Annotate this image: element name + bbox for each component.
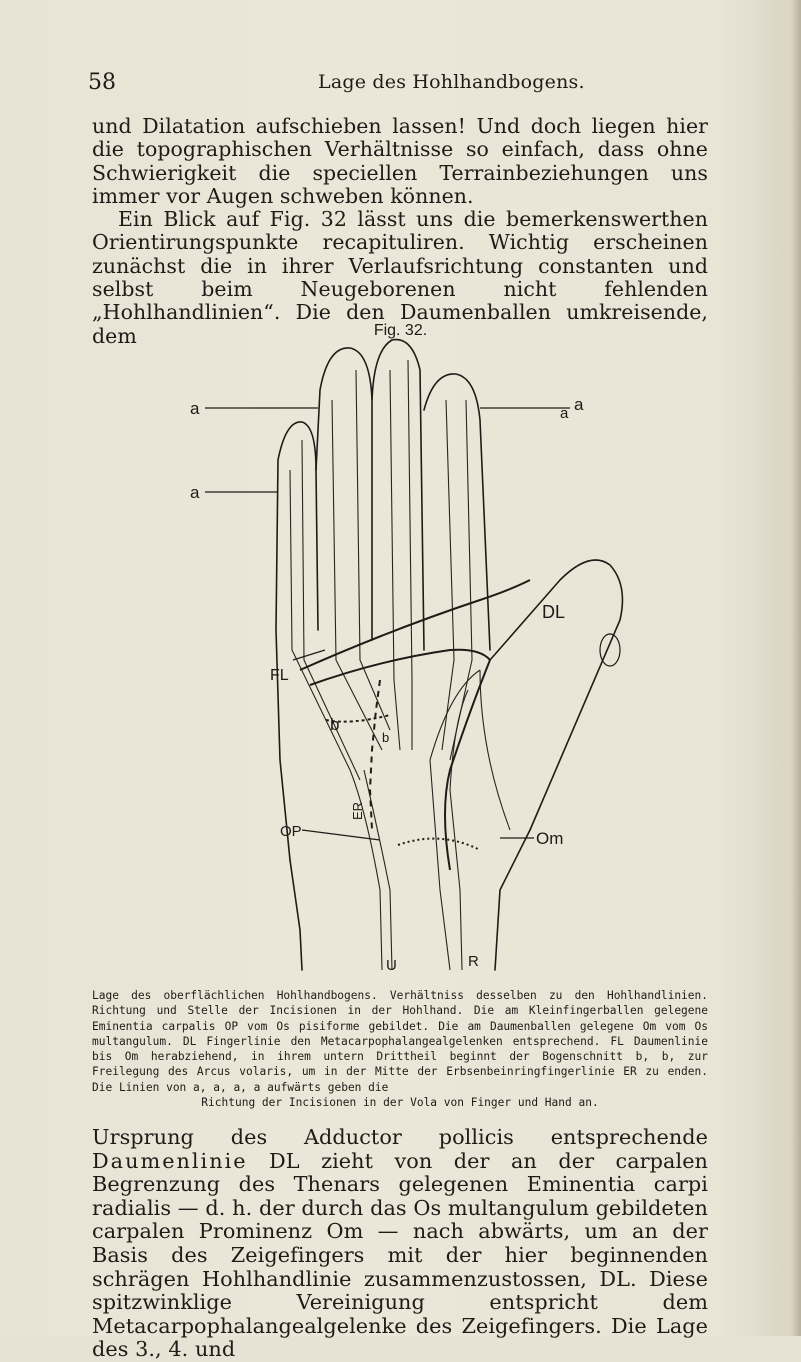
body-paragraph <box>92 1126 708 1362</box>
label-a-left-top: a <box>190 399 200 418</box>
label-dl: DL <box>542 602 566 622</box>
body-rest: DL zieht von der an der carpalen Begrenzung des Thenars gelegenen Eminentia carpi radialis — d. h. der durch das Os multangulum gebildeten carpalen Prominenz Om — nach abwärts, um an der Basis des Zeigefingers mit der hier beginnenden schrägen Hohlhandlinie zusammenzustossen, DL. Diese spitzwinklige Vereinigung entspricht dem Metacarpophalangealgelenke des Zeigefingers. Die Lage des 3., 4. und <box>92 1148 708 1362</box>
body-lead: Ursprung des Adductor pollicis entsprechende <box>92 1125 708 1149</box>
radial-palm-edge <box>495 830 530 970</box>
arcus-volaris <box>398 839 480 850</box>
flexor-tendon-ulnar <box>350 770 382 970</box>
figure-label: Fig. 32. <box>373 322 428 339</box>
inner-lines <box>290 360 510 970</box>
ring-finger-outline <box>316 348 372 640</box>
label-er: ER <box>350 801 365 820</box>
little-finger-outline <box>276 422 318 860</box>
caption-body: Lage des oberflächlichen Hohlhandbogens. Verhältniss desselben zu den Hohlhandlinien. Richtung und Stelle der Incisionen in der Hohlhand. Die am Kleinfingerballen gelegene Eminentia carpalis OP vom Os pisiforme gebildet. Die am Daumenballen gelegene Om vom Os multangulum. DL Fingerlinie den Metacarpophalangealgelenken entsprechend. FL Daumenlinie bis Om herabziehend, in ihrem untern Drittheil beginnt der Bogenschnitt b, b, zur Freilegung des Arcus volaris, um in der Mitte der Erbsenbeinringfingerlinie ER zu enden. Die Linien von a, a, a, a aufwärts geben die <box>92 989 708 1094</box>
flexor-tendon-radial <box>430 670 480 970</box>
figure-caption <box>92 988 708 1110</box>
thenar-tendon <box>480 670 510 830</box>
label-r: R <box>468 953 479 970</box>
index-finger-sheath <box>442 400 454 750</box>
label-fl: FL <box>270 667 289 684</box>
intro-paragraph-1: und Dilatation aufschieben lassen! Und doch liegen hier die topographischen Verhältnisse so einfach, dass ohne Schwierigkeit die speciellen Terrainbeziehungen uns immer vor Augen schweben können. <box>92 114 708 208</box>
middle-finger-sheath <box>390 370 400 750</box>
label-a-right-outer: a <box>574 395 584 414</box>
page-header <box>88 70 708 100</box>
little-finger-sheath <box>290 470 350 770</box>
ulnar-palm-edge <box>290 860 302 970</box>
thumb-outline <box>490 560 622 830</box>
flexor-tendon-radial-2 <box>450 690 468 970</box>
label-u: U <box>386 957 397 974</box>
label-b-prime: b <box>382 730 390 745</box>
running-title: Lage des Hohlhandbogens. <box>318 71 585 93</box>
label-op: OP <box>280 823 302 840</box>
leader-fl <box>293 650 325 660</box>
intro-text <box>92 115 708 348</box>
label-b: b <box>330 715 340 734</box>
leader-lines <box>205 408 570 840</box>
ring-finger-sheath-2 <box>356 370 390 730</box>
body-text <box>92 1126 708 1362</box>
index-finger-sheath-2 <box>450 400 472 760</box>
label-a-left-mid: a <box>190 483 200 502</box>
middle-finger-outline <box>372 340 424 650</box>
page-number: 58 <box>88 70 116 95</box>
intro-paragraph-2: Ein Blick auf Fig. 32 lässt uns die bemerkenswerthen Orientirungspunkte recapituliren. Wichtig erscheinen zunächst die in ihrer Verlaufsrichtung constanten und selbst beim Neugeborenen nicht fehlenden „Hohlhandlinien“. Die den Daumenballen umkreisende, dem <box>92 207 708 348</box>
term-daumenlinie: Daumenlinie <box>92 1148 248 1173</box>
middle-finger-sheath-2 <box>408 360 412 750</box>
caption-last-line: Richtung der Incisionen in der Vola von Finger und Hand an. <box>201 1096 599 1110</box>
page-edge-shadow <box>791 0 801 1336</box>
hand-figure <box>150 330 670 980</box>
thumbnail <box>600 634 620 666</box>
label-a-right-inner: a <box>560 405 569 422</box>
hand-outline <box>276 340 622 970</box>
flexor-tendon-ulnar-2 <box>364 770 392 970</box>
label-om: Om <box>536 829 564 848</box>
